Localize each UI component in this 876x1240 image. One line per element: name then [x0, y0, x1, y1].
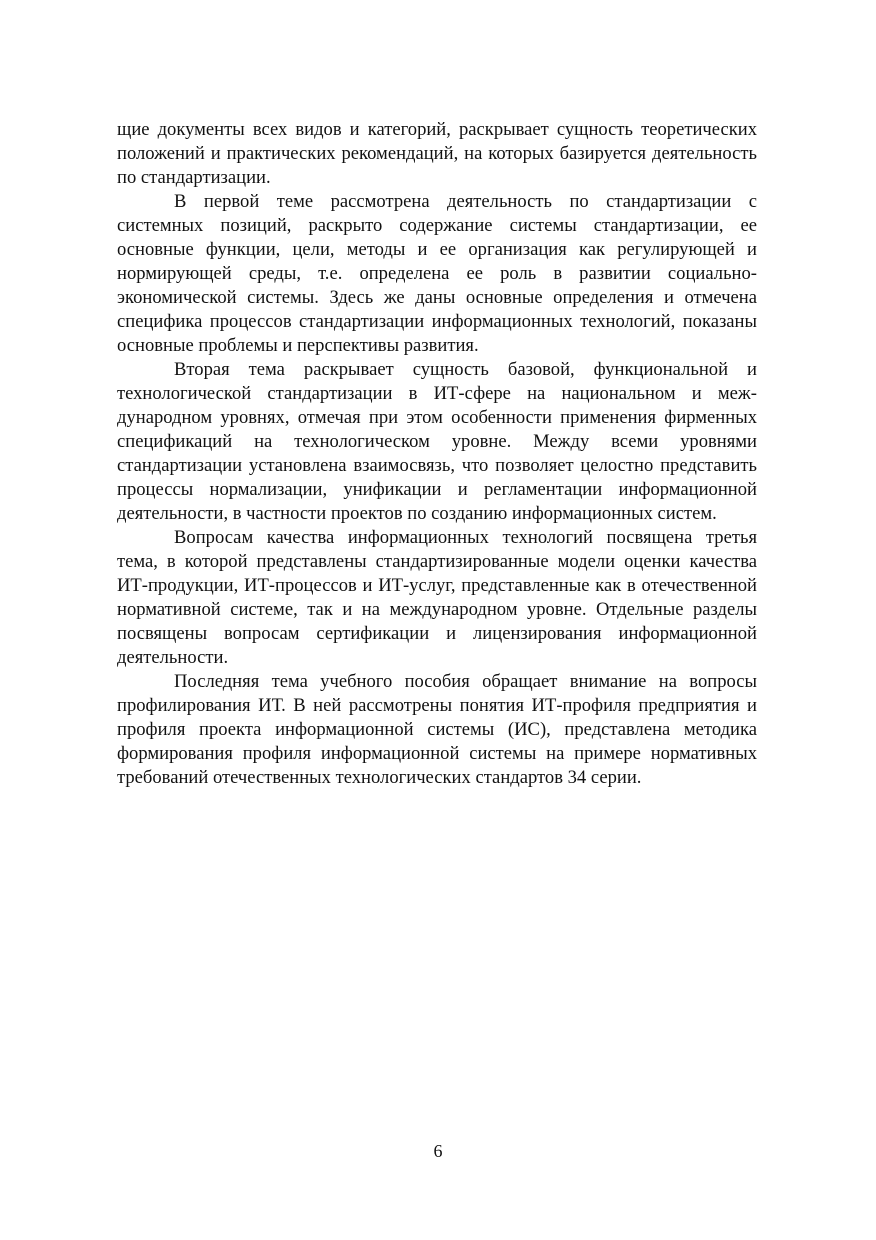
- paragraph-topic-three: Вопросам качества информационных технологий посвящена третья тема, в которой представлены стандартизированные модели оценки качества ИТ-продукции, ИТ-процессов и ИТ-услуг, представленные как в отечественной нормативной системе, так и на международном уровне. Отдельные разделы посвящены вопросам сертификации и лицензирования информационной деятельности.: [117, 527, 757, 668]
- paragraph-topic-one: В первой теме рассмотрена деятельность по стандартизации с системных позиций, раскрыто содержание системы стандартизации, ее основные функции, цели, методы и ее организация как регулирующей и нормирующей среды, т.е. определена ее роль в развитии социально-экономической системы. Здесь же даны основные определения и отмечена специфика процессов стандартизации информационных технологий, показаны основные проблемы и перспективы развития.: [117, 191, 757, 356]
- paragraph-continuation: щие документы всех видов и категорий, раскрывает сущность теоретических положений и практических рекомендаций, на которых базируется деятельность по стандартизации.: [117, 119, 757, 188]
- page-number: 6: [433, 1141, 443, 1161]
- paragraph-topic-two: Вторая тема раскрывает сущность базовой, функциональной и технологической стандартизации в ИТ-сфере на национальном и международном уровнях, отмечая при этом особенности применения фирменных спецификаций на технологическом уровне. Между всеми уровнями стандартизации установлена взаимосвязь, что позволяет целостно представить процессы нормализации, унификации и регламентации информационной деятельности, в частности проектов по созданию информационных систем.: [117, 359, 757, 524]
- paragraph-topic-last: Последняя тема учебного пособия обращает внимание на вопросы профилирования ИТ. В ней рассмотрены понятия ИТ-профиля предприятия и профиля проекта информационной системы (ИС), представлена методика формирования профиля информационной системы на примере нормативных требований отечественных технологических стандартов 34 серии.: [117, 671, 757, 788]
- body-text: [117, 118, 757, 790]
